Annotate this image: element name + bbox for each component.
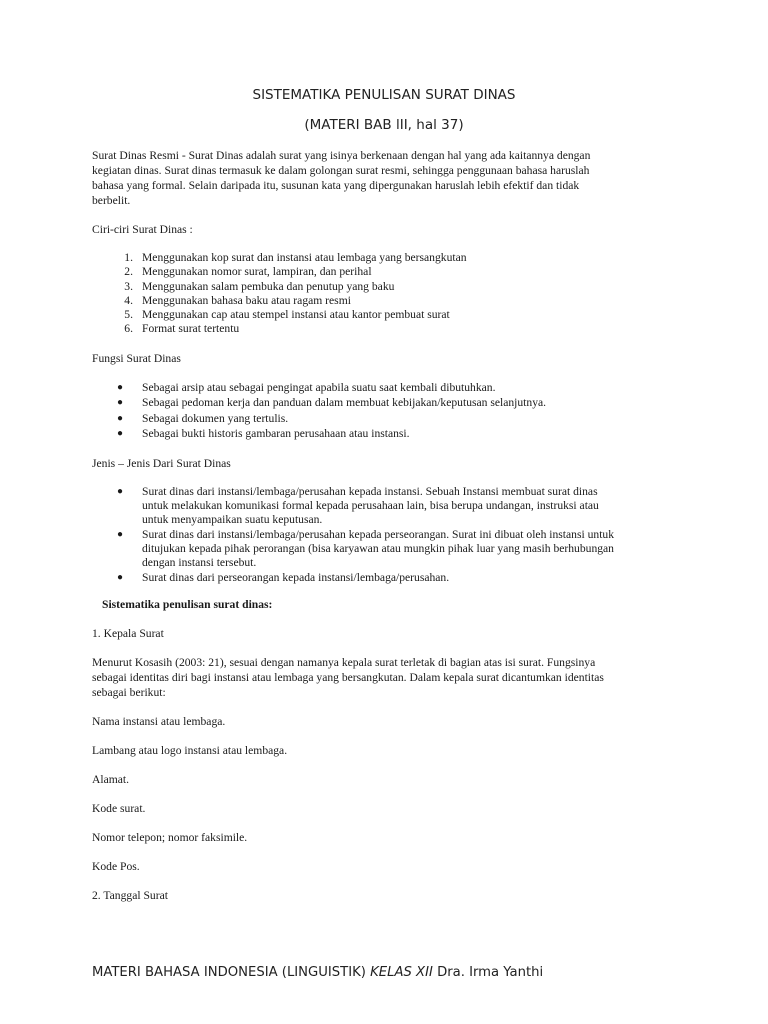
bullet-icon: ● (117, 571, 124, 583)
jenis-heading: Jenis – Jenis Dari Surat Dinas (92, 456, 231, 470)
page-footer (92, 965, 543, 980)
bullet-icon: ● (117, 428, 124, 440)
intro-paragraph (92, 148, 682, 208)
kepala-surat-item: Kode Pos. (92, 859, 140, 873)
list-item (92, 380, 682, 396)
kepala-surat-description (92, 655, 682, 700)
bullet-icon: ● (117, 412, 124, 424)
list-number: 1 . (115, 251, 133, 265)
list-item-text: Menggunakan bahasa baku atau ragam resmi (142, 293, 351, 307)
footer-class: KELAS XII (370, 965, 433, 980)
kepala-surat-heading: 1. Kepala Surat (92, 626, 164, 640)
list-item (92, 265, 682, 279)
intro-line: berbelit. (92, 194, 131, 207)
list-item-text: Sebagai arsip atau sebagai pengingat apabila suatu saat kembali dibutuhkan. (142, 380, 496, 394)
fungsi-heading: Fungsi Surat Dinas (92, 351, 181, 365)
list-item-text: Format surat tertentu (142, 322, 240, 336)
list-item (92, 280, 682, 294)
list-number: 4 . (115, 294, 133, 308)
kepala-surat-item: Alamat. (92, 772, 130, 786)
list-item-text: Menggunakan cap atau stempel instansi atau kantor pembuat surat (142, 308, 450, 322)
list-item (92, 294, 682, 308)
sistematika-heading: Sistematika penulisan surat dinas: (102, 597, 273, 611)
list-item-line: Surat dinas dari instansi/lembaga/perusahan kepada instansi. Sebuah Instansi membuat surat dinas (142, 484, 598, 498)
footer-subject: MATERI BAHASA INDONESIA (LINGUISTIK) (92, 965, 366, 980)
list-item-text: Menggunakan salam pembuka dan penutup yang baku (142, 279, 395, 293)
list-item (92, 485, 682, 528)
tanggal-surat-heading: 2. Tanggal Surat (92, 888, 168, 902)
ciri-heading: Ciri-ciri Surat Dinas : (92, 223, 193, 236)
document-subtitle: (MATERI BAB lII, hal 37) (304, 117, 464, 133)
intro-line: Surat Dinas Resmi - Surat Dinas adalah surat yang isinya berkenaan dengan hal yang ada kaitannya dengan (92, 149, 591, 162)
list-number: 2 . (115, 265, 133, 279)
bullet-icon: ● (117, 528, 124, 540)
bullet-icon: ● (117, 397, 124, 409)
footer-author: Dra. Irma Yanthi (437, 965, 544, 980)
list-number: 6 . (115, 322, 133, 336)
list-item-line: untuk melakukan komunikasi formal kepada perusahaan lain, bisa berupa undangan, instruksi atau (142, 499, 599, 513)
document-title: SISTEMATIKA PENULISAN SURAT DINAS (252, 87, 516, 103)
paragraph-line: sebagai berikut: (92, 685, 166, 699)
kepala-surat-item: Nomor telepon; nomor faksimile. (92, 830, 248, 844)
list-item (92, 426, 682, 442)
list-item-line: ditujukan kepada pihak perorangan (bisa karyawan atau mungkin pihak luar yang masih berhubungan (142, 541, 614, 555)
list-number: 5 . (115, 308, 133, 322)
intro-line: bahasa yang formal. Selain daripada itu, susunan kata yang dipergunakan haruslah lebih efektif dan tidak (92, 179, 580, 192)
list-item (92, 411, 682, 427)
list-item (92, 251, 682, 265)
document-body (92, 148, 682, 903)
list-item-text: Menggunakan nomor surat, lampiran, dan perihal (142, 265, 372, 279)
list-item (92, 308, 682, 322)
intro-line: kegiatan dinas. Surat dinas termasuk ke dalam golongan surat resmi, sehingga penggunaan bahasa haruslah (92, 164, 590, 177)
list-item (92, 322, 682, 336)
list-item-line: untuk menyampaikan suatu keputusan. (142, 513, 323, 527)
list-item (92, 528, 682, 571)
paragraph-line: sebagai identitas diri bagi instansi atau lembaga yang bersangkutan. Dalam kepala surat dicantumkan identitas (92, 670, 604, 684)
ciri-list (92, 251, 682, 337)
list-number: 3 . (115, 280, 133, 294)
bullet-icon: ● (117, 381, 124, 393)
list-item-text: Sebagai bukti historis gambaran perusahaan atau instansi. (142, 427, 410, 441)
list-item-text: Sebagai pedoman kerja dan panduan dalam membuat kebijakan/keputusan selanjutnya. (142, 396, 547, 410)
kepala-surat-item: Nama instansi atau lembaga. (92, 714, 226, 728)
paragraph-line: Menurut Kosasih (2003: 21), sesuai dengan namanya kepala surat terletak di bagian atas isi surat. Fungsinya (92, 655, 596, 669)
list-item-text: Menggunakan kop surat dan instansi atau lembaga yang bersangkutan (142, 251, 467, 264)
kepala-surat-item: Kode surat. (92, 801, 146, 815)
fungsi-list (92, 380, 682, 442)
list-item (92, 395, 682, 411)
list-item-line: dengan instansi tersebut. (142, 556, 257, 570)
jenis-list (92, 485, 682, 585)
list-item (92, 571, 682, 585)
list-item-line: Surat dinas dari perseorangan kepada instansi/lembaga/perusahan. (142, 570, 450, 584)
kepala-surat-item: Lambang atau logo instansi atau lembaga. (92, 743, 288, 757)
bullet-icon: ● (117, 485, 124, 497)
list-item-line: Surat dinas dari instansi/lembaga/perusahan kepada perseorangan. Surat ini dibuat oleh instansi untuk (142, 527, 615, 541)
list-item-text: Sebagai dokumen yang tertulis. (142, 411, 289, 425)
